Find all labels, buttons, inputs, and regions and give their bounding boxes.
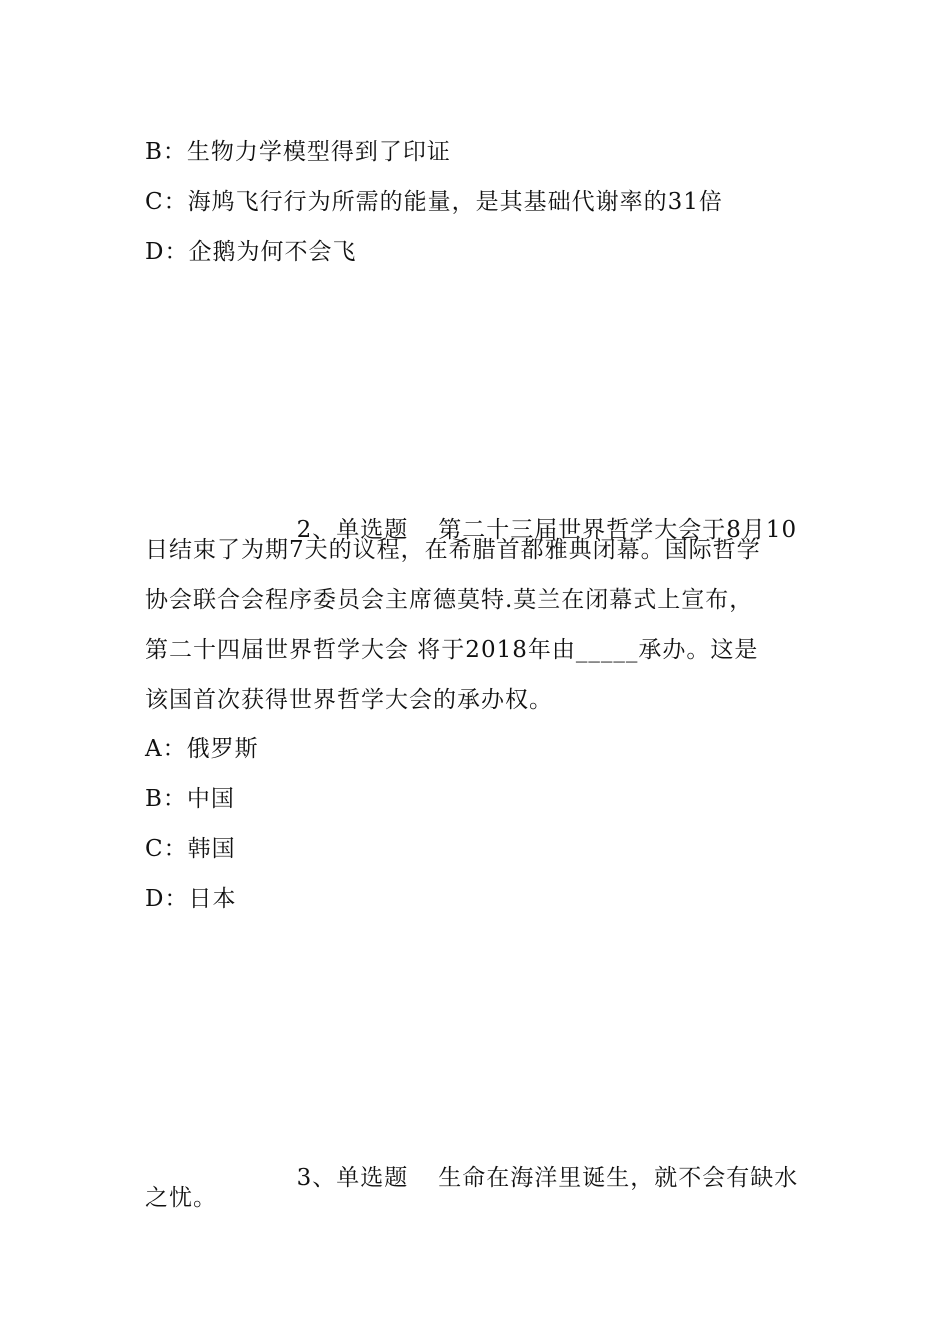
q1-option-b: B：生物力学模型得到了印证: [145, 139, 451, 165]
q2-option-d: D：日本: [145, 886, 237, 912]
q2-option-a: A：俄罗斯: [145, 736, 259, 762]
q3-stem-line-1: [280, 1133, 798, 1193]
q1-option-c: C：海鸠飞行行为所需的能量，是其基础代谢率的31倍: [145, 189, 723, 215]
q2-option-c: C：韩国: [145, 836, 236, 862]
q2-stem-line-2: 日结束了为期7天的议程，在希腊首都雅典闭幕。国际哲学: [145, 537, 761, 563]
q2-stem-line-4: 第二十四届世界哲学大会 将于2018年由_____承办。这是: [145, 637, 759, 663]
q3-stem-line-2: 之忧。: [145, 1185, 217, 1211]
q2-header: 2、单选题: [296, 517, 409, 543]
q2-option-b: B：中国: [145, 786, 235, 812]
q2-stem-start: 第二十三届世界哲学大会于8月10: [438, 517, 798, 543]
q2-stem-line-3: 协会联合会程序委员会主席德莫特.莫兰在闭幕式上宣布，: [145, 587, 754, 613]
q3-stem-start: 生命在海洋里诞生，就不会有缺水: [438, 1165, 799, 1191]
q3-header: 3、单选题: [296, 1165, 409, 1191]
q1-option-d: D：企鹅为何不会飞: [145, 239, 357, 265]
q2-stem-line-5: 该国首次获得世界哲学大会的承办权。: [145, 687, 553, 713]
